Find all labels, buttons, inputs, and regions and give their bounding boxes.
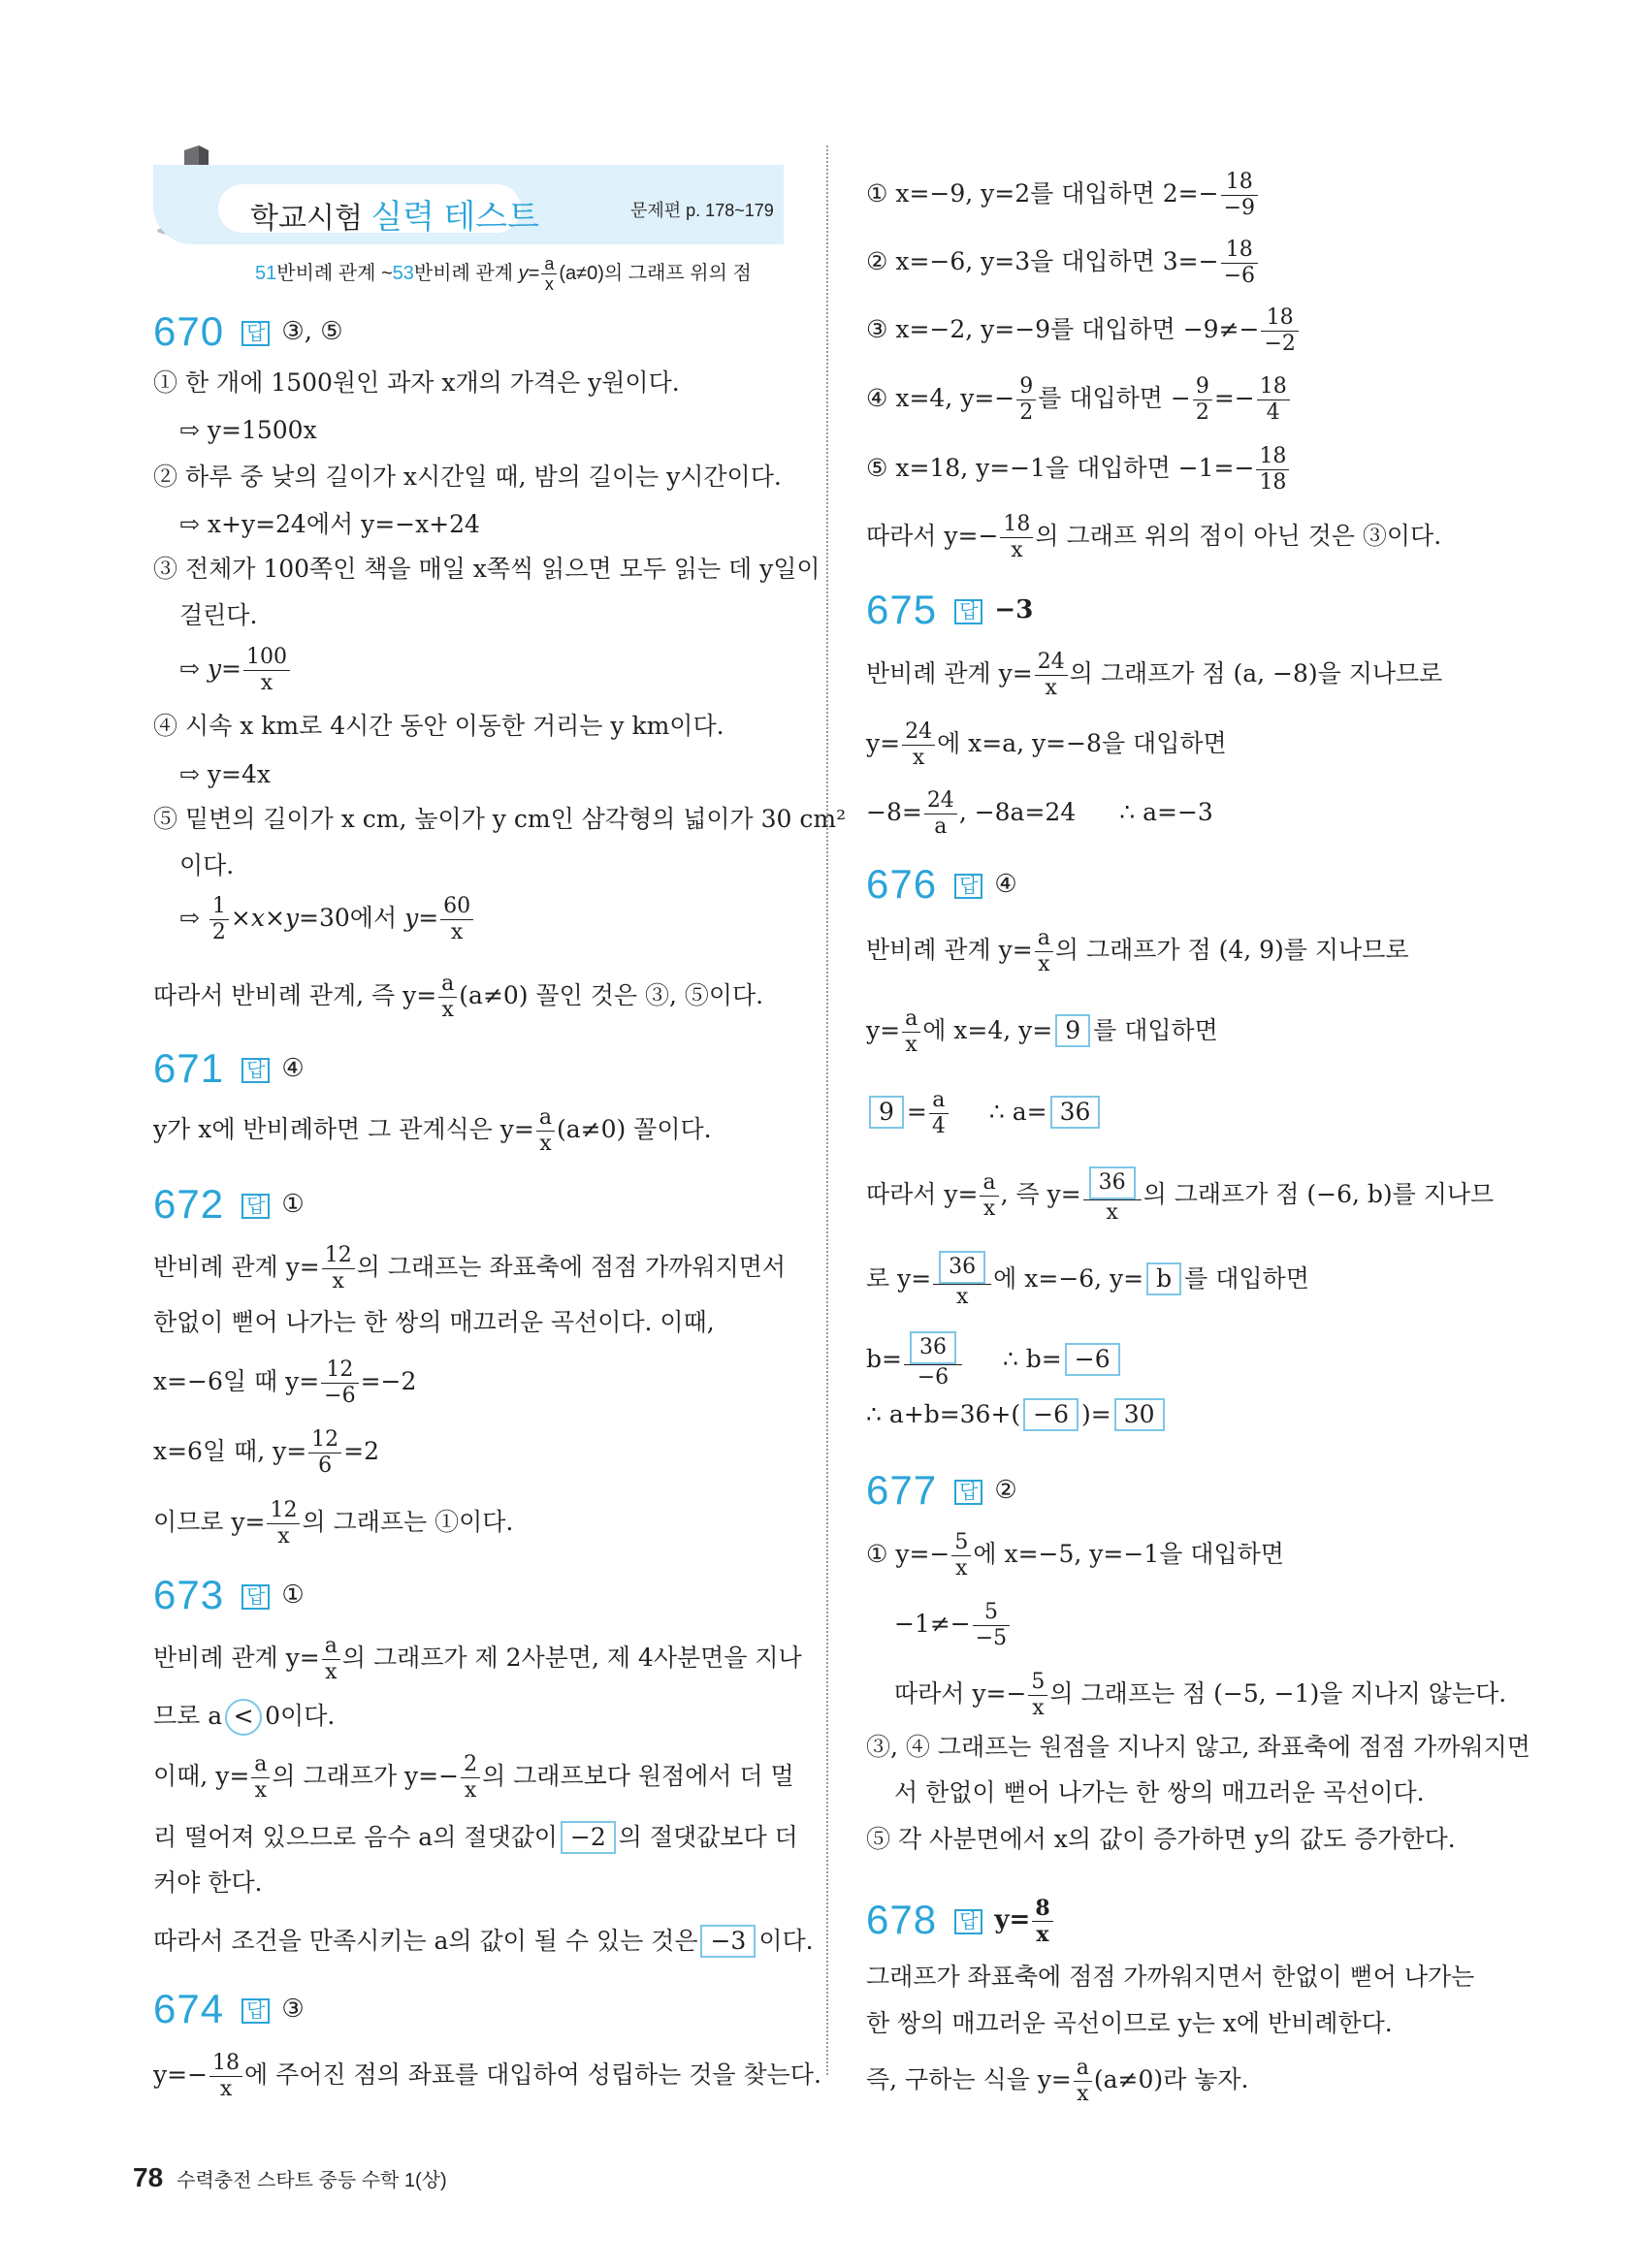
problem-672-line: 한없이 뻗어 나가는 한 쌍의 매끄러운 곡선이다. 이때, [153,1308,715,1336]
problem-671-header: 671 답 ④ [153,1045,305,1091]
section-title: 학교시험 실력 테스트 [250,199,539,236]
problem-671-line: y가 x에 반비례하면 그 관계식은 y= $\frac{a}{x}$ (a≠0) 꼴이다. [153,1105,712,1156]
problem-676-line: 9 = $\frac{a}{4}$ ∴ a= 36 [866,1088,1103,1139]
problem-673-line: 따라서 조건을 만족시키는 a의 값이 될 수 있는 것은 −3 이다. [153,1925,814,1958]
problem-676-header: 676 답 ④ [866,861,1017,907]
problem-674-line: ⑤ x=18, y=−1을 대입하면 −1=− $\frac{18}{18}$ [866,444,1291,495]
problem-673-header: 673 답 ① [153,1572,305,1617]
problem-670-line: ② 하루 중 낮의 길이가 x시간일 때, 밤의 길이는 y시간이다. [153,463,782,491]
problem-670-line: 이다. [179,851,235,879]
problem-672-header: 672 답 ① [153,1181,305,1227]
problem-677-line: −1≠− $\frac{5}{-5}$ [894,1600,1012,1651]
problem-672-line: x=−6일 때 y= $\frac{12}{-6}$ =−2 [153,1358,417,1408]
problem-675-line: 반비례 관계 y= $\frac{24}{x}$ 의 그래프가 점 (a, −8)을 지나므로 [866,650,1443,700]
problem-676-line: 따라서 y= $\frac{a}{x}$ , 즉 y= $\frac{36}{x}$ 의 그래프가 점 (−6, b)를 지나므 [866,1166,1494,1226]
problem-670-line: ⇨ y=1500x [179,416,317,444]
problem-674-line: y=− $\frac{18}{x}$ 에 주어진 점의 좌표를 대입하여 성립하는 것을 찾는다. [153,2051,821,2101]
column-divider [826,145,828,2075]
problem-672-line: x=6일 때, y= $\frac{12}{6}$ =2 [153,1427,380,1478]
problem-677-header: 677 답 ② [866,1467,1017,1513]
problem-670-line: 걸린다. [179,601,258,629]
page-number: 78 [133,2162,164,2192]
problem-677-line: ⑤ 각 사분면에서 x의 값이 증가하면 y의 값도 증가한다. [866,1825,1456,1853]
problem-674-line: 따라서 y=− $\frac{18}{x}$ 의 그래프 위의 점이 아닌 것은 ③이다. [866,512,1442,562]
problem-677-line: 따라서 y=− $\frac{5}{x}$ 의 그래프는 점 (−5, −1)을 지나지 않는다. [894,1670,1507,1720]
problem-670-line: 따라서 반비례 관계, 즉 y= $\frac{a}{x}$ (a≠0) 꼴인 것은 ③, ⑤이다. [153,972,764,1022]
problem-674-line: ① x=−9, y=2를 대입하면 2=− $\frac{18}{-9}$ [866,170,1260,221]
problem-674-header: 674 답 ③ [153,1986,305,2031]
problem-675-header: 675 답 −3 [866,587,1034,632]
problem-673-line: 리 떨어져 있으므로 음수 a의 절댓값이 −2 의 절댓값보다 더 [153,1821,798,1854]
problem-670-header: 670 답 ③, ⑤ [153,308,343,354]
problem-672-line: 이므로 y= $\frac{12}{x}$ 의 그래프는 ①이다. [153,1498,514,1549]
problem-676-line: y= $\frac{a}{x}$ 에 x=4, y= 9 를 대입하면 [866,1006,1218,1057]
problem-678-line: 한 쌍의 매끄러운 곡선이므로 y는 x에 반비례한다. [866,2009,1393,2037]
problem-670-line: ⇨ y= $\frac{100}{x}$ [179,645,292,696]
problem-670-line: ⇨ y=4x [179,760,271,788]
problem-674-line: ② x=−6, y=3을 대입하면 3=− $\frac{18}{-6}$ [866,238,1260,289]
problem-676-line: b= $\frac{36}{-6}$ ∴ b= −6 [866,1331,1123,1390]
problem-672-line: 반비례 관계 y= $\frac{12}{x}$ 의 그래프는 좌표축에 점점 가까워지면서 [153,1243,787,1294]
problem-675-line: y= $\frac{24}{x}$ 에 x=a, y=−8을 대입하면 [866,719,1227,770]
problem-676-line: 반비례 관계 y= $\frac{a}{x}$ 의 그래프가 점 (4, 9)를 지나므로 [866,926,1409,976]
problem-673-line: 이때, y= $\frac{a}{x}$ 의 그래프가 y=− $\frac{2}{x}$ 의 그래프보다 원점에서 더 멀 [153,1752,794,1803]
problem-670-line: ⇨ $\frac{1}{2}$ ×x×y=30에서 y= $\frac{60}{x}$ [179,894,475,945]
problem-673-line: 므로 a < 0이다. [153,1699,335,1736]
problem-670-line: ④ 시속 x km로 4시간 동안 이동한 거리는 y km이다. [153,712,724,740]
problem-674-line: ④ x=4, y=− $\frac{9}{2}$ 를 대입하면 − $\frac{9}{2}$ =− $\frac{18}{4}$ [866,374,1292,426]
problem-677-line: ① y=− $\frac{5}{x}$ 에 x=−5, y=−1을 대입하면 [866,1530,1284,1581]
problem-677-line: ③, ④ 그래프는 원점을 지나지 않고, 좌표축에 점점 가까워지면 [866,1733,1530,1761]
problem-673-line: 커야 한다. [153,1869,263,1897]
page-footer [133,2162,447,2193]
problem-678-line: 그래프가 좌표축에 점점 가까워지면서 한없이 뻗어 나가는 [866,1963,1475,1991]
problem-670-line: ⑤ 밑변의 길이가 x cm, 높이가 y cm인 삼각형의 넓이가 30 cm² [153,805,847,833]
problem-673-line: 반비례 관계 y= $\frac{a}{x}$ 의 그래프가 제 2사분면, 제 4사분면을 지나 [153,1634,802,1684]
problem-676-line: 로 y= $\frac{36}{x}$ 에 x=−6, y= b 를 대입하면 [866,1251,1309,1310]
problem-670-line: ① 한 개에 1500원인 과자 x개의 가격은 y원이다. [153,368,680,397]
page-reference: 문제편 p. 178~179 [630,201,774,220]
problem-670-line: ③ 전체가 100쪽인 책을 매일 x쪽씩 읽으면 모두 읽는 데 y일이 [153,555,821,583]
problem-670-line: ⇨ x+y=24에서 y=−x+24 [179,510,480,538]
problem-674-line: ③ x=−2, y=−9를 대입하면 −9≠− $\frac{18}{-2}$ [866,305,1301,357]
problem-675-line: −8= $\frac{24}{a}$ , −8a=24 ∴ a=−3 [866,788,1213,839]
problem-677-line: 서 한없이 뻗어 나가는 한 쌍의 매끄러운 곡선이다. [894,1778,1425,1806]
problem-678-header: 678 답 y= $\frac{8}{x}$ [866,1896,1055,1947]
book-title: 수력충전 스타트 중등 수학 1(상) [177,2170,447,2191]
subtopic: 51반비례 관계 ~53반비례 관계 y= $\frac{a}{x}$ (a≠0)의 그래프 위의 점 [255,254,752,294]
problem-678-line: 즉, 구하는 식을 y= $\frac{a}{x}$ (a≠0)라 놓자. [866,2056,1249,2106]
problem-676-line: ∴ a+b=36+( −6 )= 30 [866,1398,1168,1431]
